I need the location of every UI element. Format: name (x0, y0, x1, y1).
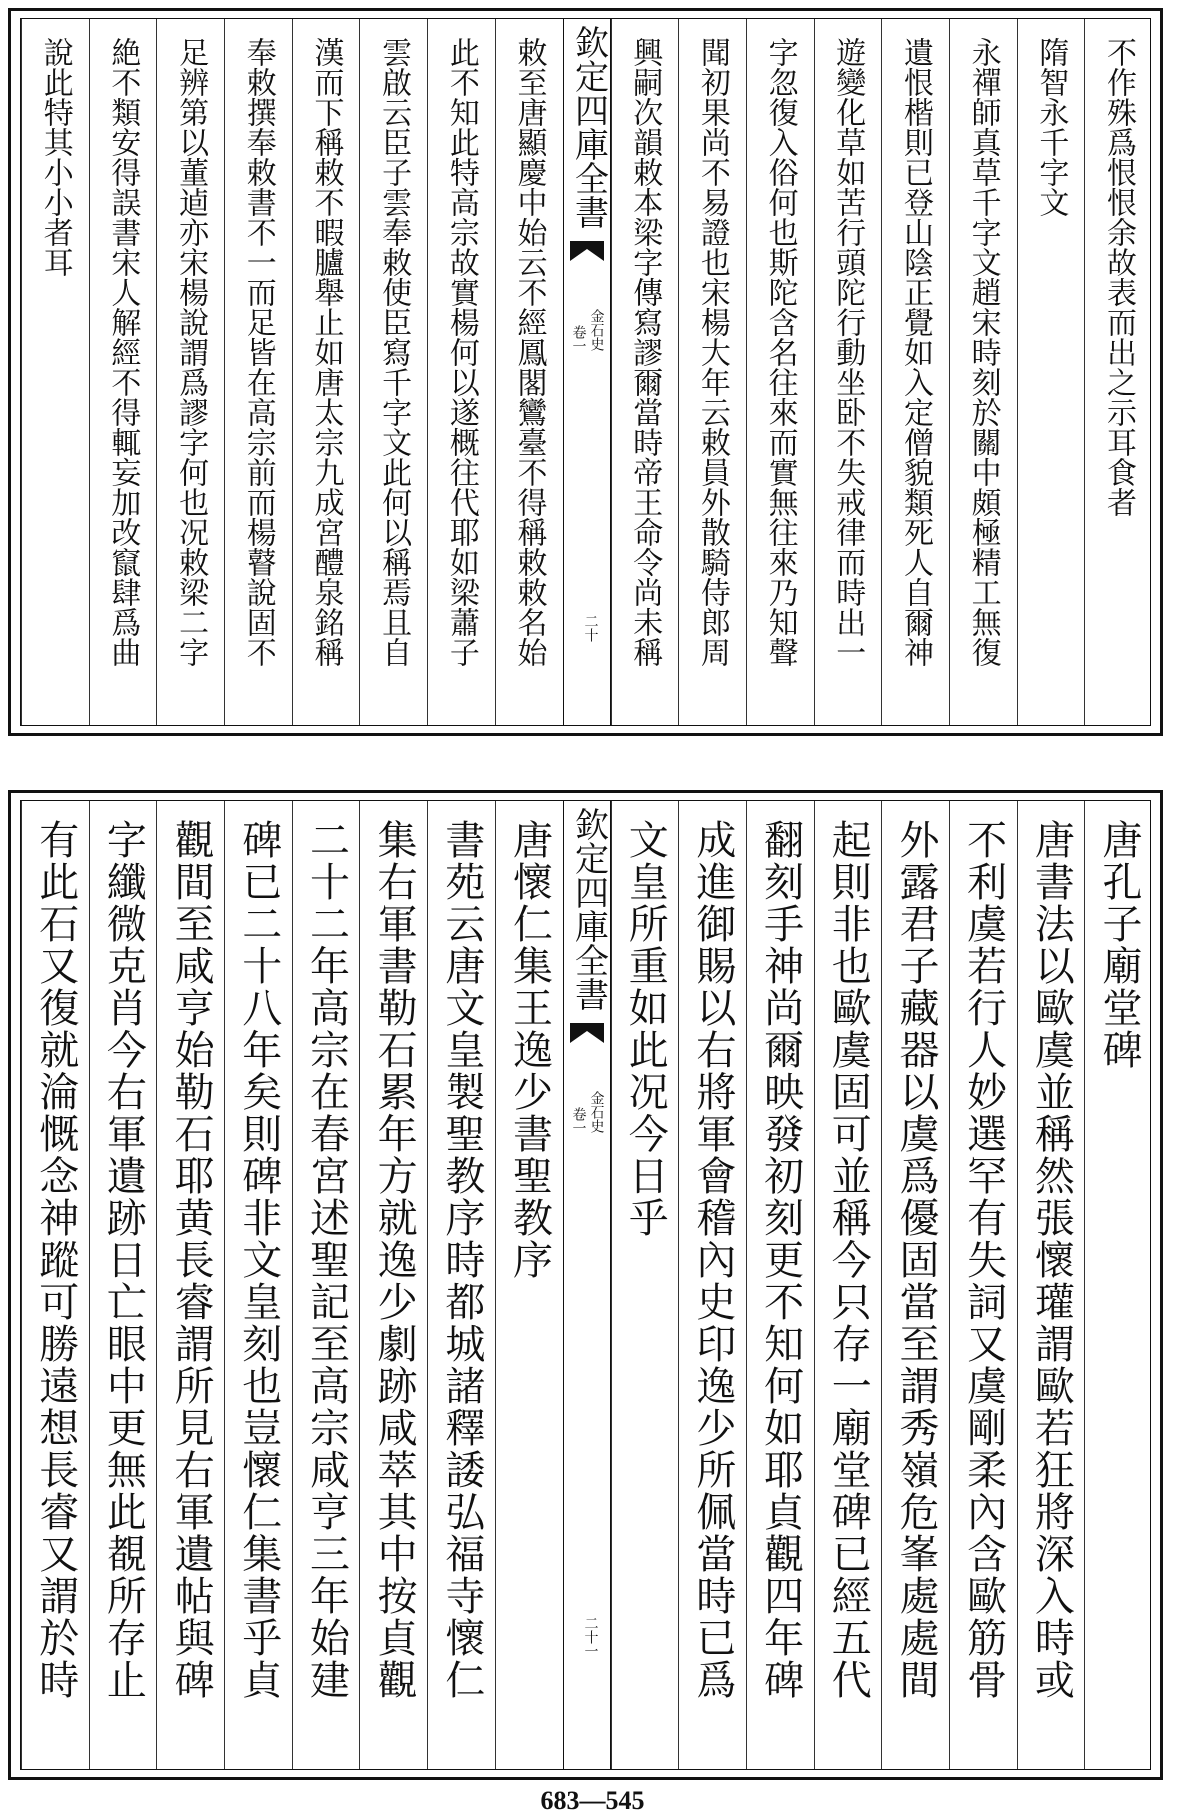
text-column: 漢而下稱敕不暇臚舉止如唐太宗九成宮醴泉銘稱 (308, 37, 344, 667)
column-rule (427, 801, 428, 1769)
center-book-title: 金石史 (588, 1091, 605, 1133)
fishtail-mark-icon (570, 1023, 604, 1043)
text-column: 唐書法以歐虞並稱然張懷瓘謂歐若狂將深入時或 (1028, 819, 1075, 1701)
column-rule (156, 19, 157, 725)
text-column: 觀間至咸亨始勒石耶黄長睿謂所見右軍遺帖與碑 (168, 819, 215, 1701)
text-column: 聞初果尚不易證也宋楊大年云敕員外散騎侍郎周 (694, 37, 730, 667)
text-column: 不利虞若行人妙選罕有失詞又虞剛柔內含歐筋骨 (960, 819, 1007, 1701)
text-column: 字忽復入俗何也斯陀含名往來而實無往來乃知聲 (762, 37, 798, 667)
column-rule (1084, 19, 1085, 725)
center-title: 欽定四庫全書 (568, 25, 609, 229)
text-column: 起則非也歐虞固可並稱今只存一廟堂碑已經五代 (825, 819, 872, 1701)
text-column: 雲啟云臣子雲奉敕使臣寫千字文此何以稱焉且自 (376, 37, 412, 667)
center-book-title: 金石史 (588, 309, 605, 351)
lower-page-text-block (20, 800, 1151, 1770)
text-column: 成進御賜以右將軍會稽內史印逸少所佩當時已爲 (689, 819, 736, 1701)
column-rule (678, 801, 679, 1769)
text-column: 奉敕撰奉敕書不一而足皆在高宗前而楊瞽說固不 (240, 37, 276, 667)
column-rule (495, 19, 496, 725)
text-column: 絶不類安得誤書宋人解經不得輒妄加改竄肆爲曲 (105, 37, 141, 667)
text-column: 足辨第以董逌亦宋楊說謂爲謬字何也况敕梁二字 (173, 37, 209, 667)
fishtail-mark-icon (570, 241, 604, 261)
center-title: 欽定四庫全書 (568, 807, 609, 1011)
column-rule (359, 801, 360, 1769)
column-rule (224, 19, 225, 725)
text-column: 唐孔子廟堂碑 (1096, 819, 1142, 1071)
column-rule (1017, 801, 1018, 1769)
center-binding-strip (563, 19, 611, 725)
text-column: 遺恨楷則已登山陰正覺如入定僧貌類死人自爾神 (897, 37, 933, 667)
column-rule (746, 801, 747, 1769)
column-rule (881, 19, 882, 725)
center-page-number: 二十 (582, 614, 599, 642)
text-column: 書苑云唐文皇製聖教序時都城諸釋諉弘福寺懷仁 (438, 819, 485, 1701)
column-rule (1084, 801, 1085, 1769)
text-column: 外露君子藏器以虞爲優固當至謂秀嶺危峯處處間 (892, 819, 939, 1701)
center-page-number: 二十一 (582, 1616, 599, 1658)
text-column: 興嗣次韻敕本梁字傳寫謬爾當時帝王命令尚未稱 (627, 37, 663, 667)
text-column: 隋智永千字文 (1033, 37, 1069, 217)
column-rule (156, 801, 157, 1769)
text-column: 集右軍書勒石累年方就逸少劇跡咸萃其中按貞觀 (371, 819, 418, 1701)
page-footer-number: 683—545 (540, 1786, 645, 1815)
lower-page (0, 782, 1185, 1782)
center-binding-strip (563, 801, 611, 1769)
column-rule (949, 801, 950, 1769)
upper-page (0, 0, 1185, 745)
text-column: 說此特其小小者耳 (37, 37, 73, 277)
upper-page-text-block (20, 18, 1151, 726)
center-volume: 卷一 (570, 1107, 587, 1135)
text-column: 此不知此特高宗故實楊何以遂概往代耶如梁蕭子 (443, 37, 479, 667)
column-rule (678, 19, 679, 725)
column-rule (1017, 19, 1018, 725)
text-column: 碑已二十八年矣則碑非文皇刻也豈懷仁集書乎貞 (235, 819, 282, 1701)
text-column: 有此石又復就淪慨念神蹤可勝遠想長睿又謂於時 (32, 819, 79, 1701)
column-rule (495, 801, 496, 1769)
column-rule (89, 19, 90, 725)
column-rule (359, 19, 360, 725)
text-column: 不作殊爲恨恨余故表而出之示耳食者 (1101, 37, 1136, 517)
column-rule (292, 801, 293, 1769)
text-column: 字纖微克肖今右軍遺跡日亡眼中更無此覩所存止 (100, 819, 147, 1701)
text-column: 唐懷仁集王逸少書聖教序 (506, 819, 553, 1281)
column-rule (427, 19, 428, 725)
column-rule (746, 19, 747, 725)
column-rule (814, 801, 815, 1769)
column-rule (292, 19, 293, 725)
text-column: 翻刻手神尚爾映發初刻更不知何如耶貞觀四年碑 (757, 819, 804, 1701)
column-rule (949, 19, 950, 725)
column-rule (89, 801, 90, 1769)
text-column: 遊變化草如苦行頭陀行動坐卧不失戒律而時出一 (830, 37, 866, 667)
text-column: 永禪師真草千字文趙宋時刻於關中頗極精工無復 (965, 37, 1001, 667)
text-column: 二十二年高宗在春宮述聖記至高宗咸亨三年始建 (303, 819, 350, 1701)
text-column: 文皇所重如此况今日乎 (622, 819, 669, 1239)
center-volume: 卷一 (570, 325, 587, 353)
text-column: 敕至唐顯慶中始云不經鳳閣鸞臺不得稱敕敕名始 (511, 37, 547, 667)
column-rule (21, 19, 22, 725)
column-rule (224, 801, 225, 1769)
column-rule (814, 19, 815, 725)
column-rule (881, 801, 882, 1769)
column-rule (21, 801, 22, 1769)
